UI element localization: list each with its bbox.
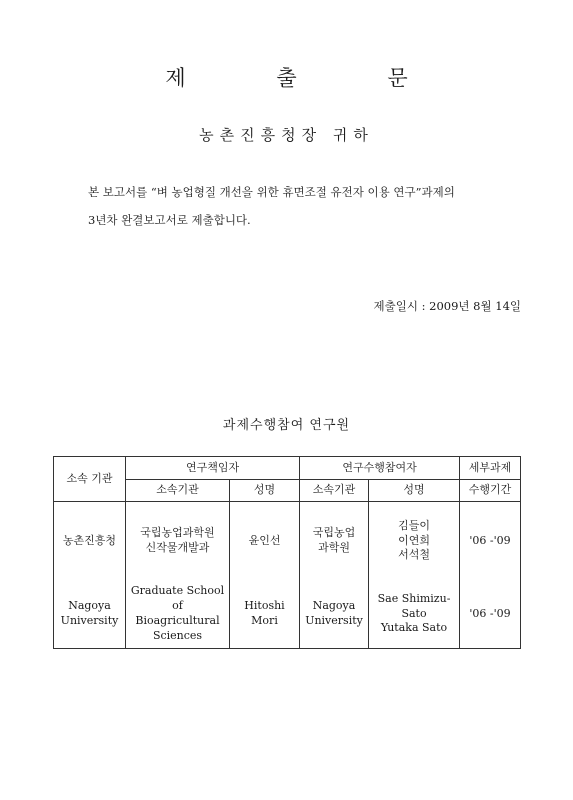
- header-pi-affiliation: 소속기관: [126, 480, 230, 502]
- body-text-line-1: 본 보고서를 “벼 농업형질 개선을 위한 휴면조절 유전자 이용 연구”과제의: [88, 185, 455, 199]
- submission-date: 제출일시 : 2009년 8월 14일: [373, 299, 521, 313]
- header-pi-name: 성명: [230, 480, 300, 502]
- cell-pi-affiliation: Graduate School of Bioagricultural Sciences: [126, 580, 230, 649]
- table-row: [54, 580, 521, 649]
- header-co-name: 성명: [369, 480, 460, 502]
- cell-affiliation: Nagoya University: [54, 580, 126, 649]
- header-affiliation: 소속 기관: [54, 457, 126, 502]
- cell-period: '06 -'09: [460, 502, 521, 581]
- body-text-line-2: 3년차 완결보고서로 제출합니다.: [88, 213, 251, 227]
- cell-pi-name: Hitoshi Mori: [230, 580, 300, 649]
- cell-affiliation: 농촌진흥청: [54, 502, 126, 581]
- researchers-table: [53, 456, 521, 649]
- cell-pi-name: 윤인선: [230, 502, 300, 581]
- document-title: 제 출 문: [165, 66, 450, 90]
- cell-pi-affiliation: 국립농업과학원 신작물개발과: [126, 502, 230, 581]
- cell-period: '06 -'09: [460, 580, 521, 649]
- header-co-affiliation: 소속기관: [300, 480, 369, 502]
- cell-co-name: Sae Shimizu-Sato Yutaka Sato: [369, 580, 460, 649]
- recipient-line: 농촌진흥청장 귀하: [199, 126, 374, 144]
- cell-co-affiliation: 국립농업 과학원: [300, 502, 369, 581]
- researchers-table-title: 과제수행참여 연구원: [222, 418, 351, 433]
- cell-co-affiliation: Nagoya University: [300, 580, 369, 649]
- header-participating-researchers: 연구수행참여자: [300, 457, 460, 480]
- cell-co-name: 김들이 이연희 서석철: [369, 502, 460, 581]
- header-period-line-2: 수행기간: [460, 480, 521, 502]
- header-period-line-1: 세부과제: [460, 457, 521, 480]
- table-row: [54, 502, 521, 581]
- header-principal-investigator: 연구책임자: [126, 457, 300, 480]
